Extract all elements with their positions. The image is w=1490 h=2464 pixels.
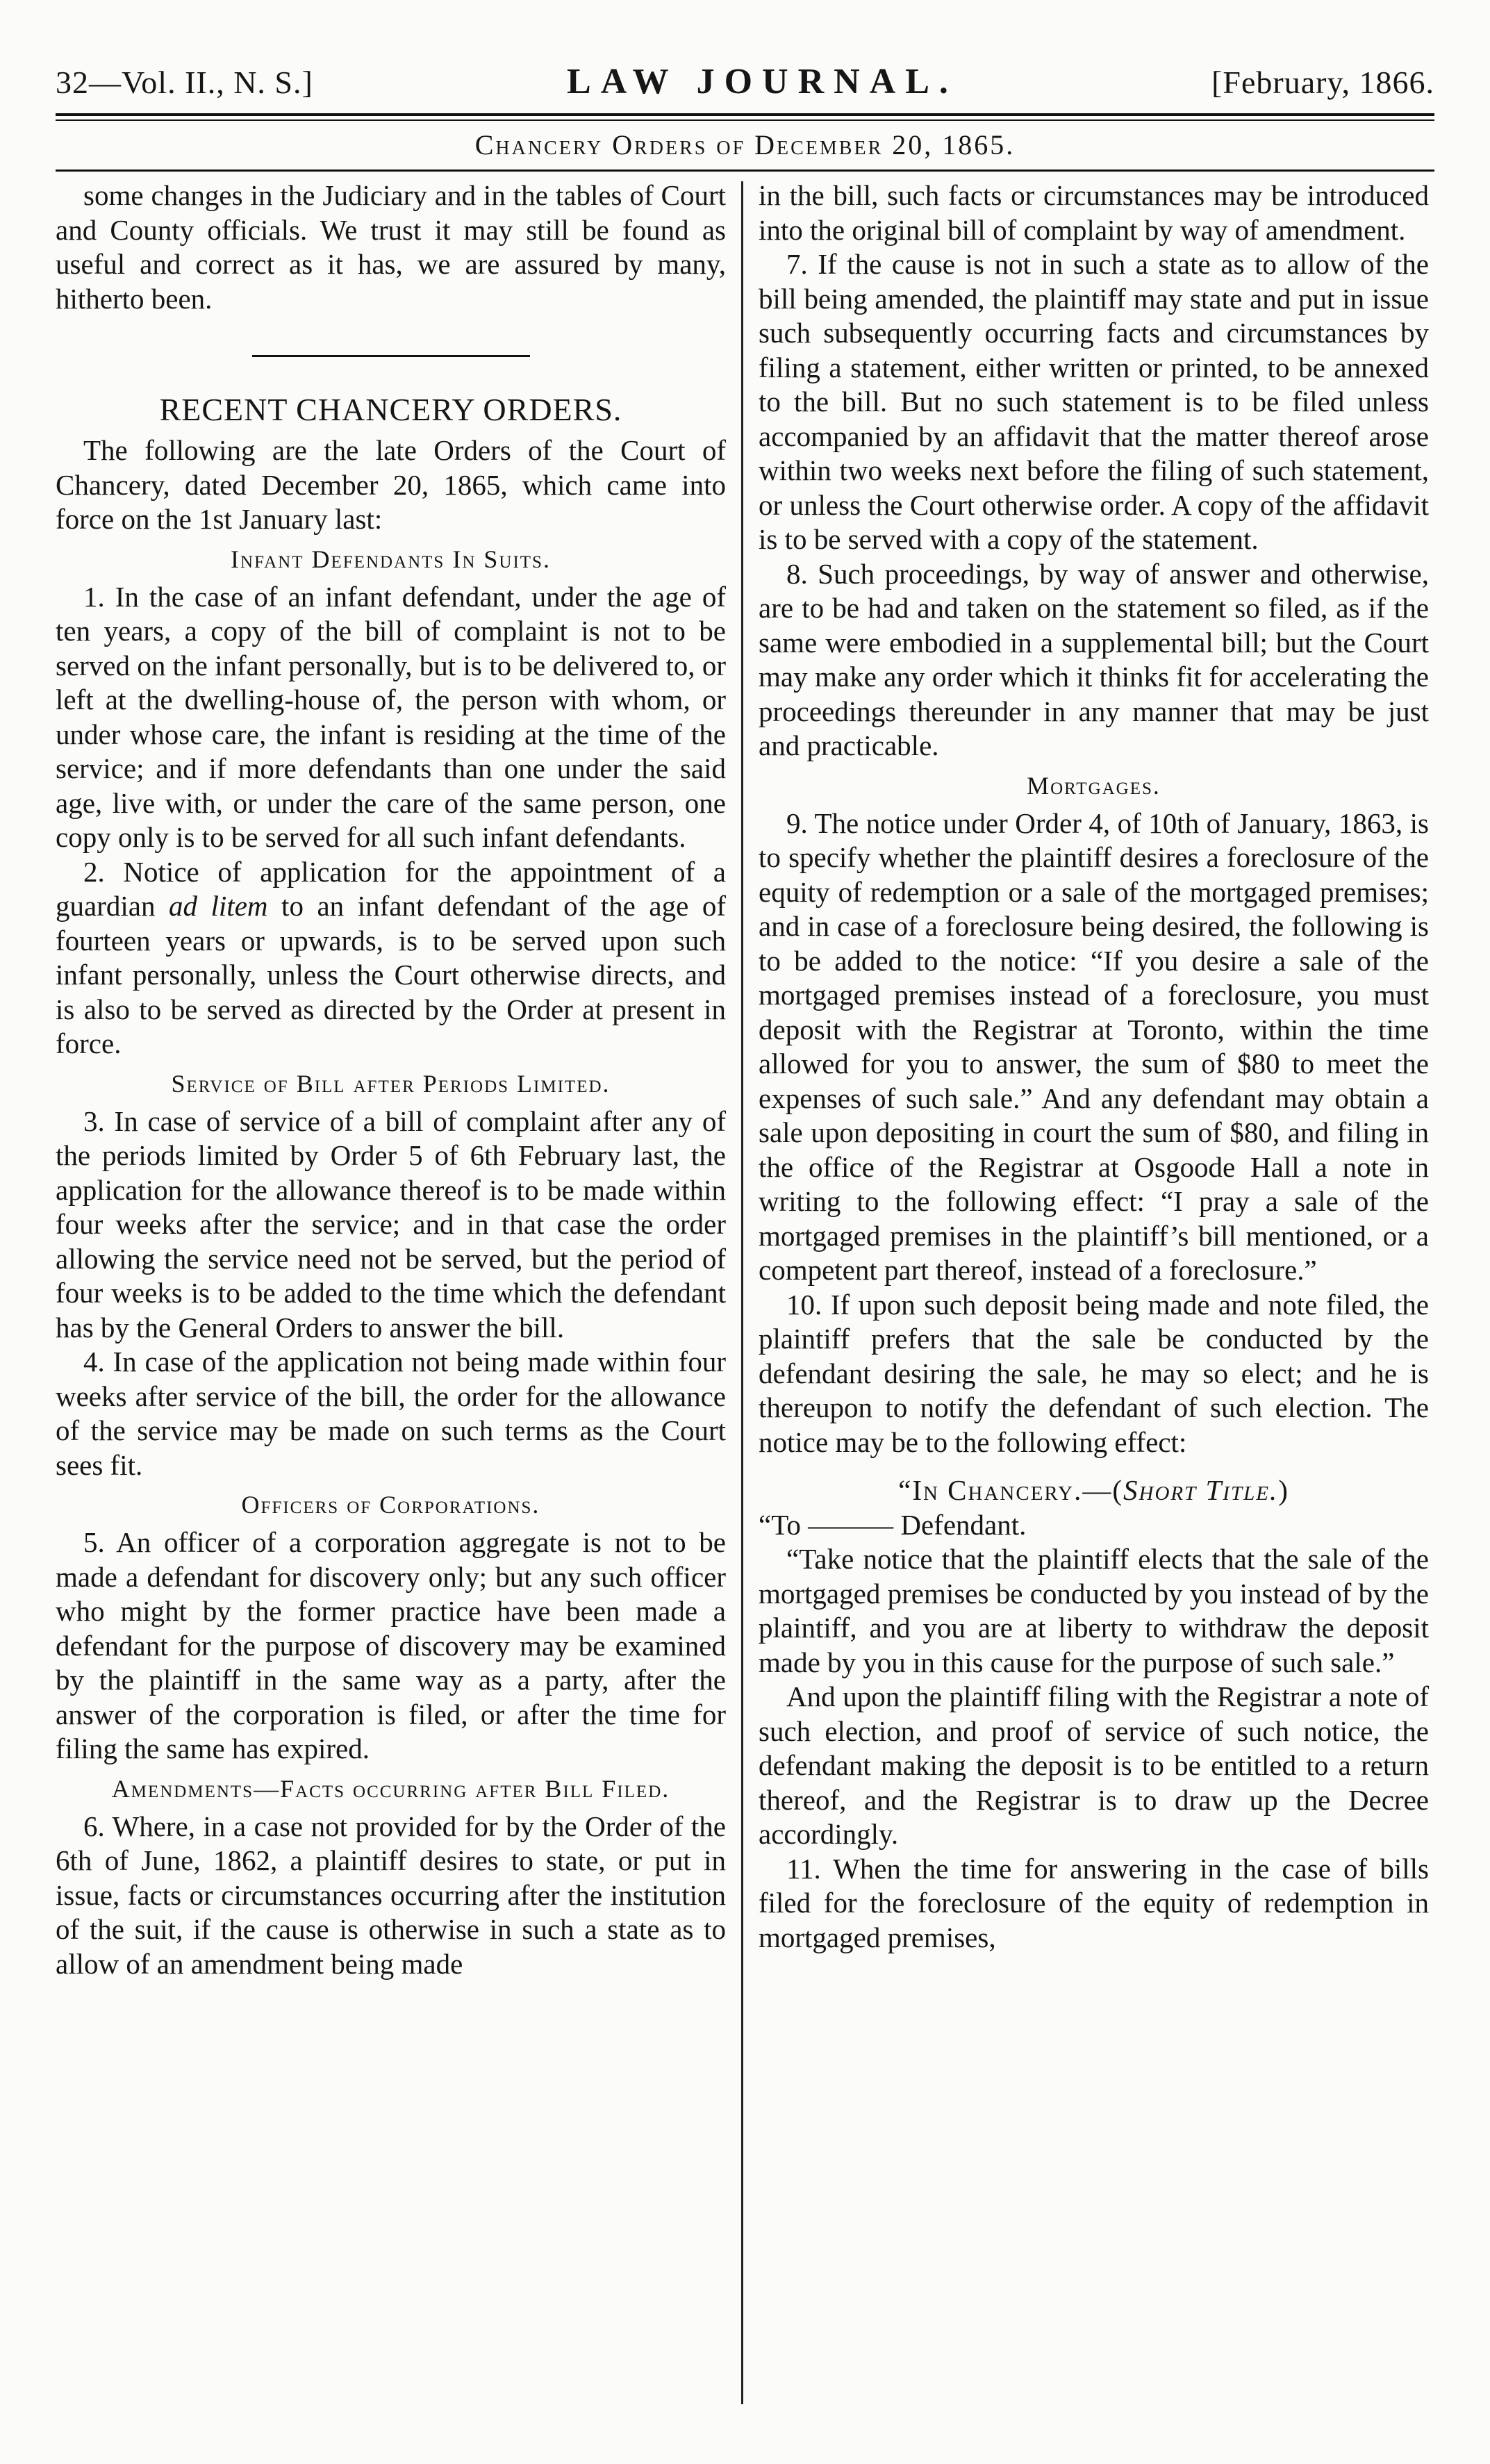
journal-title: LAW JOURNAL. [567, 62, 958, 101]
intro-paragraph: some changes in the Judiciary and in the tables of Court and County officials. We trust it may still be found as useful and correct as it has, we are assured by many, hitherto been. [56, 179, 726, 315]
form-caption-a: “In Chancery.—( [898, 1474, 1124, 1506]
form-caption-short-title: Short Title. [1123, 1474, 1279, 1506]
section-intro: The following are the late Orders of the Court of Chancery, dated December 20, 1865, which came into force on the 1st January last: [56, 434, 726, 535]
order-2-text-a: 2. Notice of application for the appointment of a guardian [56, 855, 726, 922]
after-form-paragraph: And upon the plaintiff filing with the Registrar a note of such election, and proof of service of such notice, the defendant making the deposit is to be entitled to a return thereof, and the Registrar is to draw up the Decree accordingly. [759, 1680, 1429, 1850]
volume-reference: 32—Vol. II., N. S.] [56, 65, 313, 100]
order-4: 4. In case of the application not being made within four weeks after service of the bill, the order for the allowance of the service may be made on such terms as the Court sees fit. [56, 1346, 726, 1481]
order-6-continued: in the bill, such facts or circumstances may be introduced into the original bill of complaint by way of amendment. [759, 179, 1429, 246]
subhead-infant-defendants: Infant Defendants In Suits. [231, 545, 551, 573]
issue-date: [February, 1866. [1211, 65, 1434, 100]
subhead-officers: Officers of Corporations. [241, 1491, 540, 1519]
form-addressee: “To ——— Defendant. [759, 1508, 1027, 1541]
header-double-rule [56, 113, 1434, 121]
form-caption-b: ) [1278, 1474, 1289, 1506]
order-3: 3. In case of service of a bill of complaint after any of the periods limited by Order 5 of 6th February last, the application for the allowance thereof is to be made within four weeks after the service; and in that case the order allowing the service need not be served, but the period of four weeks is to be added to the time which the defendant has by the General Orders to answer the bill. [56, 1105, 726, 1343]
left-column [56, 179, 741, 2415]
order-2-text-b: to an infant defendant of the age of fourteen years or upwards, is to be served upon such infant personally, unless the Court otherwise directs, and is also to be served as directed by the Order at present in force. [56, 890, 726, 1059]
right-column [743, 179, 1429, 2415]
order-6: 6. Where, in a case not provided for by the Order of the 6th of June, 1862, a plaintiff desires to state, or put in issue, facts or circumstances occurring after the institution of the suit, if the cause is otherwise in such a state as to allow of an amendment being made [56, 1810, 726, 1980]
order-5: 5. An officer of a corporation aggregate is not to be made a defendant for discovery only; but any such officer who might by the former practice have been made a defendant for the purpose of discovery may be examined by the plaintiff in the same way as a party, after the answer of the corporation is filed, or after the time for filing the same has expired. [56, 1526, 726, 1764]
order-9: 9. The notice under Order 4, of 10th of January, 1863, is to specify whether the plaintiff desires a foreclosure of the equity of redemption or a sale of the mortgaged premises; and in case of a foreclosure being desired, the following is to be added to the notice: “If you desire a sale of the mortgaged premises instead of a foreclosure, you must deposit with the Registrar at Toronto, within the time allowed for you to answer, the sum of $80 to meet the expenses of such sale.” And any defendant may obtain a sale upon depositing in court the sum of $80, and filing in the office of the Registrar at Osgoode Hall a note in writing to the following effect: “I pray a sale of the mortgaged premises in the plaintiff’s bill mentioned, or a competent part thereof, instead of a foreclosure.” [759, 807, 1429, 1286]
order-10: 10. If upon such deposit being made and note filed, the plaintiff prefers that the sale be conducted by the defendant desiring the sale, he may so elect; and he is thereupon to notify the defendant of such election. The notice may be to the following effect: [759, 1288, 1429, 1458]
subhead-service-of-bill: Service of Bill after Periods Limited. [171, 1069, 611, 1098]
subheader-rule [56, 169, 1434, 172]
order-2-latin-term: ad litem [168, 890, 268, 922]
form-caption [759, 1473, 1429, 1508]
subhead-amendments: Amendments—Facts occurring after Bill Filed. [111, 1774, 670, 1803]
order-1: 1. In the case of an infant defendant, under the age of ten years, a copy of the bill of complaint is not to be served on the infant personally, but is to be delivered to, or left at the dwelling-house of, the person with whom, or under whose care, the infant is residing at the time of the service; and if more defendants than one under the said age, live with, or under the care of the same person, one copy only is to be served for all such infant defendants. [56, 580, 726, 853]
running-subheader: Chancery Orders of December 20, 1865. [474, 129, 1016, 160]
subhead-mortgages: Mortgages. [1027, 771, 1161, 800]
form-body: “Take notice that the plaintiff elects that the sale of the mortgaged premises be conducted by you instead of by the plaintiff, and you are at liberty to withdraw the deposit made by you in this cause for the purpose of such sale.” [759, 1543, 1429, 1678]
order-8: 8. Such proceedings, by way of answer and otherwise, are to be had and taken on the statement so filed, as if the same were embodied in a supplemental bill; but the Court may make any order which it thinks fit for accelerating the proceedings thereunder in any manner that may be just and practicable. [759, 557, 1429, 761]
running-head [56, 28, 1434, 104]
order-2 [56, 855, 726, 1061]
order-7: 7. If the cause is not in such a state as to allow of the bill being amended, the plaintiff may state and put in issue such subsequently occurring facts and circumstances by filing a statement, either written or printed, to be annexed to the bill. But no such statement is to be filed unless accompanied by an affidavit that the matter thereof arose within two weeks next before the filing of such statement, or unless the Court otherwise order. A copy of the affidavit is to be served with a copy of the statement. [759, 248, 1429, 555]
section-title: RECENT CHANCERY ORDERS. [159, 392, 622, 427]
order-11: 11. When the time for answering in the case of bills filed for the foreclosure of the equity of redemption in mortgaged premises, [759, 1852, 1429, 1953]
two-column-body [56, 179, 1434, 2415]
section-separator [252, 355, 530, 357]
